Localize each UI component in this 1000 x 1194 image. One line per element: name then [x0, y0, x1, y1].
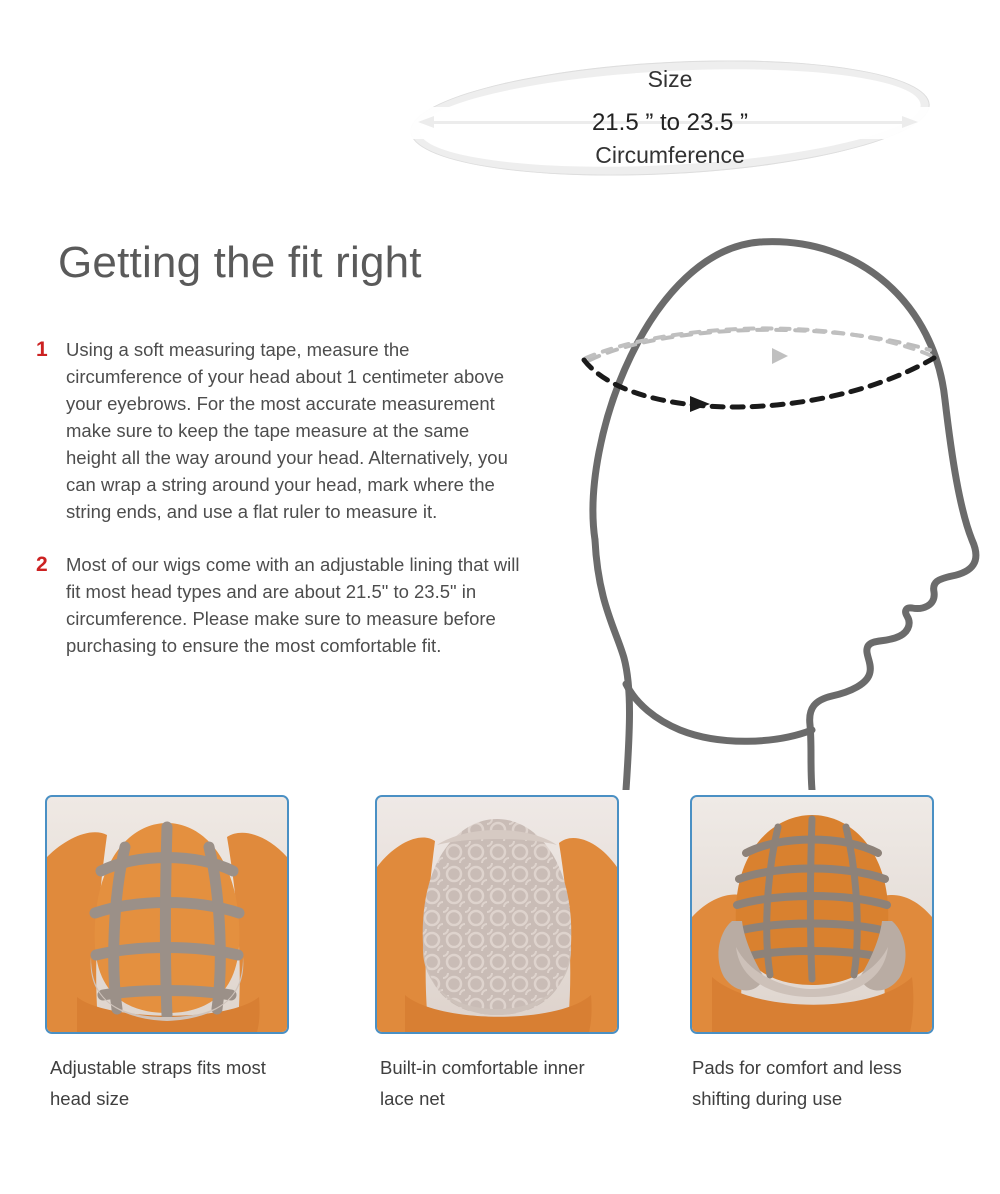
step-text: Using a soft measuring tape, measure the circumference of your head about 1 centimeter above your eyebrows. For the most accurate measurement make sure to keep the tape measure at the same height all the way around your head. Alternatively, you can wrap a string around your head, mark where the string ends, and use a flat ruler to measure it.	[66, 339, 508, 522]
wig-cap-straps-image	[47, 797, 287, 1032]
card-image-frame	[690, 795, 934, 1034]
circumference-label: Circumference	[595, 142, 745, 168]
wig-cap-lace-image	[377, 797, 617, 1032]
head-profile-diagram	[520, 210, 990, 790]
feature-card	[375, 795, 615, 1114]
card-caption: Built-in comfortable inner lace net	[380, 1057, 585, 1109]
feature-card	[45, 795, 285, 1114]
size-range-label: 21.5 ” to 23.5 ”	[400, 107, 940, 139]
card-image-frame	[375, 795, 619, 1034]
step-number: 2	[36, 553, 48, 576]
step-text: Most of our wigs come with an adjustable lining that will fit most head types and are about 21.5" to 23.5" in circumference. Please make sure to measure before purchasing to ensure the most comfortable fit.	[66, 554, 520, 656]
size-ring-diagram	[400, 50, 940, 190]
wig-cap-pads-image	[692, 797, 932, 1032]
head-profile-illustration	[520, 210, 990, 790]
feature-card	[690, 795, 930, 1114]
card-caption: Adjustable straps fits most head size	[50, 1057, 266, 1109]
page-title: Getting the fit right	[58, 238, 422, 287]
size-label: Size	[647, 66, 693, 92]
step-number: 1	[36, 338, 48, 361]
step-item	[30, 336, 520, 525]
step-item	[30, 551, 520, 659]
feature-cards	[0, 795, 1000, 1155]
card-caption: Pads for comfort and less shifting during use	[692, 1057, 902, 1109]
instruction-steps	[30, 336, 520, 685]
card-image-frame	[45, 795, 289, 1034]
